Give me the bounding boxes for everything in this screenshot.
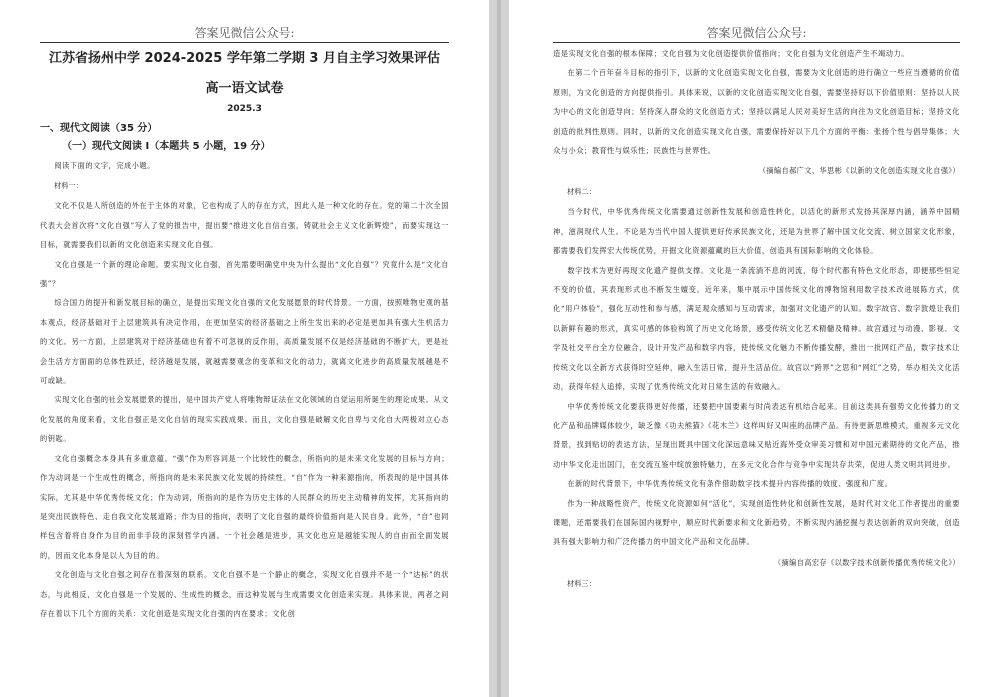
paragraph: 当今时代，中华优秀传统文化需要通过创新性发展和创造性转化，以活化的新形式发扬其深厚内涵，涵养中国精神，滋润现代人生。不论是为当代中国人提供更好传承民族文化，还是为世界了解中国文化交流、树立国家文化形象，都需要我们发挥宏大传统优势，开掘文化资源蕴藏的巨大价值，创造具有国际影响的文化体验。 xyxy=(553,207,960,256)
exam-date: 2025.3 xyxy=(227,104,262,114)
material-label: 材料一： xyxy=(54,181,83,191)
page-gap xyxy=(489,0,509,697)
paragraph: 文化创造与文化自强之间存在着深刻的联系。文化自强不是一个静止的概念，实现文化自强并不是一个“达标”的状态，与此相反，文化自强是一个发展的、生成性的概念，而这种发展与生成需要文化创造来实现。具体来说，两者之间存在着以下几个方面的关系：文化创造是实现文化自强的内在要求；文化创 xyxy=(40,570,449,618)
subsection-heading: （一）现代文阅读 I（本题共 5 小题，19 分） xyxy=(62,141,271,152)
instruction-text: 阅读下面的文字，完成小题。 xyxy=(54,161,155,170)
section-heading: 一、现代文阅读（35 分） xyxy=(40,123,158,134)
source-citation: （摘编自郝广文、华思彬《以新的文化创造实现文化自强》） xyxy=(758,166,960,176)
paragraph: 数字技术为更好再现文化遗产提供支撑。文化是一条流淌不息的河流，每个时代都有特色文化形态，即便那些恒定不变的价值，其表现形式也不断发生嬗变。近年来，集中展示中国传统文化的博物馆利用数字技术改进展陈方式，优化“用户体验”，强化互动性和参与感，满足观众感知与互动需求，加强对文化遗产的认知。数字故宫、数字敦煌让我们以新鲜有趣的形式，真实可感的体验构筑了历史文化场景，感受传统文化艺术精髓及精神。故宫通过与动漫、影视、文学及社交平台全方位融合，设计开发产品和数字内容，使传统文化魅力不断传播发酵，推出一批网红产品，数字技术让传统文化以全新方式获得时空延伸，融入生活日常，提升生活品位。故宫以“跨界”之思和“网红”之势，举办相关文化活动，获得年轻人追捧，实现了优秀传统文化对日常生活的有效融入。 xyxy=(553,265,960,392)
page-content xyxy=(40,46,449,623)
paragraph: 文化自强概念本身具有多重意蕴。“强”作为形容词是一个比较性的概念，所指向的是未来文化发展的目标与方向；作为动词是一个生成性的概念，所指向的是未来民族文化发展的持续性。“自”作为一种来源指向，所表现的是中国具体实际，尤其是中华优秀传统文化；作为动词，所指向的是作为历史主体的人民群众的历史主动精神的发挥，尤其指向的是突出民族特色、走自我文化发展道路；作为目的指向，表明了文化自强的最终价值指向是人民自身。此外，“自”也同样包含着将自身作为目的而非手段的深刻哲学内涵。一个社会越是进步，其文化也应是越能实现人的自由而全面发展的，因而文化本身是以人为目的的。 xyxy=(40,453,449,560)
paragraph: 综合国力的提升和新发展目标的确立，是提出实现文化自强的文化发展愿景的时代背景。一方面，按照唯物史观的基本观点，经济基础对于上层建筑具有决定作用，在更加坚实的经济基础之上所生发出来的必定是更加具有强大生机活力的文化。另一方面，上层建筑对于经济基础也有着不可忽视的反作用，高质量发展不仅是经济基础的不断扩大，更是社会生活方方面面的总体性跃迁，经济越是发展，就越需要观念的变革和文化的动力，就离文化进步的高质量发展越是不可或缺。 xyxy=(40,298,450,386)
paragraph: 在新的时代背景下，中华优秀传统文化有条件借助数字技术提升内容传播的效度、强度和广度。 xyxy=(567,479,893,489)
paragraph: 实现文化自强的社会发展愿景的提出，是中国共产党人将唯物辩证法在文化领域的自觉运用所诞生的理论成果。从文化发展的角度来看，文化自强正是文化自信的现实实践成果。而且，文化自强是破解文化自卑与文化自大两极对立心态的钥匙。 xyxy=(40,395,450,444)
paragraph: 在第二个百年奋斗目标的指引下，以新的文化创造实现文化自强，需要为文化创造的进行确立一些应当遵循的价值原则，为文化创造的方向提供指引。具体来说，以新的文化创造实现文化自强，需要坚持好以下价值原则：坚持以人民为中心的文化创造导向；坚持深入群众的文化创造方式；坚持以满足人民对美好生活的向往为文化创造目标；坚持文化创造的批判性原则。同时，以新的文化创造实现文化自强，需要保持好以下几个方面的平衡：张扬个性与倡导集体；大众与小众；教育性与娱乐性；民族性与世界性。 xyxy=(553,68,960,156)
exam-title: 江苏省扬州中学 2024-2025 学年第二学期 3 月自主学习效果评估 xyxy=(49,51,440,66)
document-page-right xyxy=(509,0,1004,697)
paragraph: 文化不仅是人所创造的外在于主体的对象，它也构成了人的存在方式，因此人是一种文化的存在。党的第二十次全国代表大会首次将“文化自强”写入了党的报告中，提出要“推进文化自信自强，铸就社会主义文化新辉煌”，而要实现这一目标，就需要我们以新的文化创造来实现文化自强。 xyxy=(40,201,450,250)
exam-subtitle: 高一语文试卷 xyxy=(205,81,284,96)
paragraph: 作为一种战略性资产，传统文化资源如何“活化”，实现创造性转化和创新性发展，是时代对文化工作者提出的重要课题，还需要我们在国际国内视野中，顺应时代新要求和文化新趋势，不断实现内涵挖掘与表达创新的双向突破，创造具有强大影响力和广泛传播力的中国文化产品和文化品牌。 xyxy=(553,498,960,547)
page-header: 答案见微信公众号: xyxy=(194,26,295,40)
page-content xyxy=(553,44,960,594)
material-label: 材料二： xyxy=(567,187,596,197)
paragraph: 造是实现文化自强的根本保障；文化自强为文化创造提供价值指向；文化自强为文化创造产生不竭动力。 xyxy=(553,49,909,58)
header-divider xyxy=(40,42,449,43)
document-page-left xyxy=(0,0,489,697)
header-divider xyxy=(553,42,960,43)
source-citation: （摘编自高宏存《以数字技术创新传播优秀传统文化》） xyxy=(773,557,960,567)
page-header: 答案见微信公众号: xyxy=(706,26,807,40)
material-label: 材料三： xyxy=(567,578,596,588)
paragraph: 中华优秀传统文化要获得更好传播，还要把中国要素与时尚表达有机结合起来。目前这类具有强势文化传播力的文化产品和品牌媒体较少，缺乏像《功夫熊猫》《花木兰》这样叫好又叫座的品牌产品。有待更新思维模式，重视多元文化背景，找到贴切的表达方法，呈现出既具中国文化深远意味又贴近海外受众审美习惯和对中国元素期待的文化产品，推动中华文化走出国门，在交流互鉴中绽放独特魅力，在多元文化合作与竞争中实现共存共荣，促进人类文明共同进步。 xyxy=(553,401,960,469)
paragraph: 文化自强是一个新的理论命题。要实现文化自强，首先需要明确党中央为什么提出“文化自强”？究竟什么是“文化自强”？ xyxy=(40,259,449,289)
vertical-scrollbar[interactable] xyxy=(497,0,501,697)
